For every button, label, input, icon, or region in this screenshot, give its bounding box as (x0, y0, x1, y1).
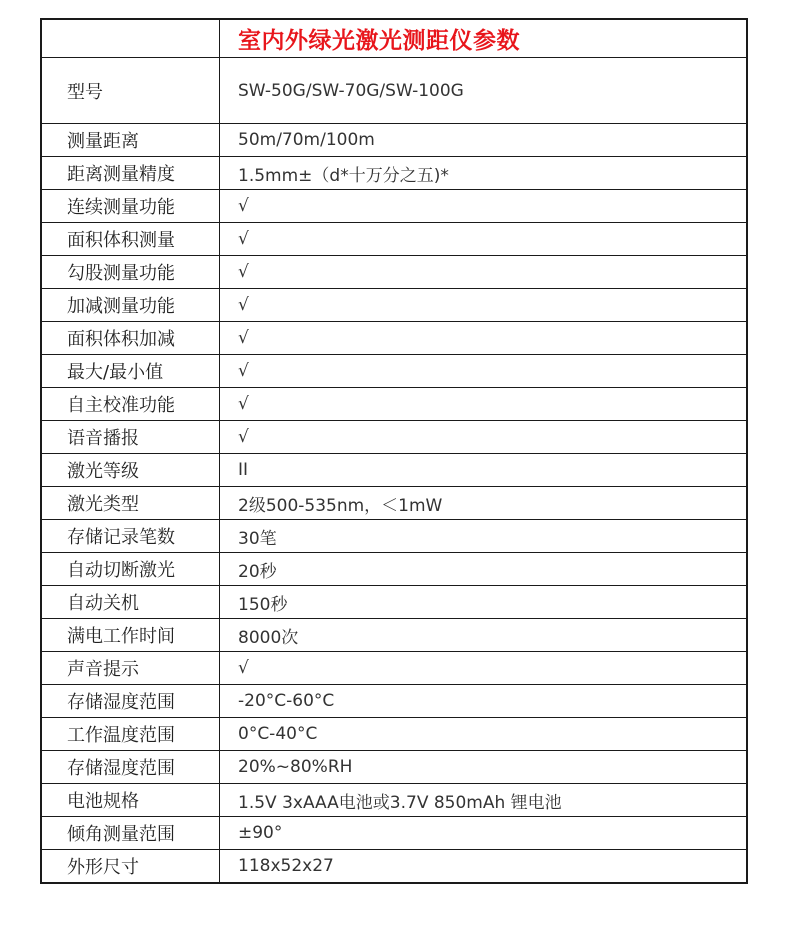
spec-row (42, 420, 746, 453)
spec-label: 面积体积加减 (42, 322, 220, 354)
spec-value: √ (238, 295, 249, 315)
spec-label: 倾角测量范围 (42, 817, 220, 849)
spec-row (42, 849, 746, 882)
spec-row (42, 717, 746, 750)
spec-row (42, 651, 746, 684)
spec-value: 2级500-535nm，＜1mW (238, 495, 443, 516)
spec-row (42, 783, 746, 816)
header-empty-cell (42, 20, 220, 57)
spec-value: 20%~80%RH (238, 757, 353, 777)
spec-value: √ (238, 262, 249, 282)
spec-label: 自动关机 (42, 586, 220, 618)
spec-row (42, 684, 746, 717)
spec-label: 勾股测量功能 (42, 256, 220, 288)
spec-value: ±90° (238, 823, 283, 843)
spec-value: 150秒 (238, 594, 288, 615)
spec-value: √ (238, 658, 249, 678)
header-title-cell (220, 20, 746, 57)
spec-label: 激光等级 (42, 454, 220, 486)
spec-row (42, 321, 746, 354)
spec-label: 电池规格 (42, 784, 220, 816)
spec-value: √ (238, 328, 249, 348)
spec-label: 激光类型 (42, 487, 220, 519)
spec-value: √ (238, 229, 249, 249)
spec-label: 满电工作时间 (42, 619, 220, 651)
spec-label: 存储湿度范围 (42, 685, 220, 717)
spec-value: 118x52x27 (238, 856, 334, 876)
spec-label: 最大/最小值 (42, 355, 220, 387)
spec-row (42, 222, 746, 255)
spec-row (42, 453, 746, 486)
spec-value: 1.5mm±（d*十万分之五)* (238, 165, 449, 186)
spec-value: 0°C-40°C (238, 724, 318, 744)
spec-row (42, 123, 746, 156)
spec-value: √ (238, 361, 249, 381)
spec-row (42, 618, 746, 651)
spec-value: II (238, 460, 249, 480)
spec-label: 连续测量功能 (42, 190, 220, 222)
spec-value: √ (238, 427, 249, 447)
spec-row (42, 486, 746, 519)
spec-label: 声音提示 (42, 652, 220, 684)
spec-label: 外形尺寸 (42, 850, 220, 882)
table-header-row (42, 20, 746, 57)
spec-label: 工作温度范围 (42, 718, 220, 750)
spec-row (42, 255, 746, 288)
spec-row (42, 519, 746, 552)
spec-label: 存储记录笔数 (42, 520, 220, 552)
spec-value: √ (238, 196, 249, 216)
spec-row (42, 816, 746, 849)
spec-row (42, 288, 746, 321)
spec-row (42, 57, 746, 123)
spec-label: 存储湿度范围 (42, 751, 220, 783)
spec-row (42, 552, 746, 585)
spec-row (42, 354, 746, 387)
spec-row (42, 156, 746, 189)
spec-label: 距离测量精度 (42, 157, 220, 189)
spec-label: 加减测量功能 (42, 289, 220, 321)
spec-row (42, 750, 746, 783)
spec-value: 8000次 (238, 627, 299, 648)
spec-label: 面积体积测量 (42, 223, 220, 255)
spec-table (40, 18, 748, 884)
spec-value: -20°C-60°C (238, 691, 335, 711)
spec-label: 型号 (42, 58, 220, 123)
spec-value: √ (238, 394, 249, 414)
spec-row (42, 189, 746, 222)
spec-value: 20秒 (238, 561, 277, 582)
spec-row (42, 387, 746, 420)
spec-value: SW-50G/SW-70G/SW-100G (238, 80, 464, 101)
spec-row (42, 585, 746, 618)
spec-label: 自主校准功能 (42, 388, 220, 420)
spec-value: 50m/70m/100m (238, 130, 375, 150)
spec-value: 30笔 (238, 528, 277, 549)
spec-label: 测量距离 (42, 124, 220, 156)
spec-label: 自动切断激光 (42, 553, 220, 585)
table-title: 室内外绿光激光测距仪参数 (238, 28, 520, 54)
spec-label: 语音播报 (42, 421, 220, 453)
spec-value: 1.5V 3xAAA电池或3.7V 850mAh 锂电池 (238, 792, 562, 813)
